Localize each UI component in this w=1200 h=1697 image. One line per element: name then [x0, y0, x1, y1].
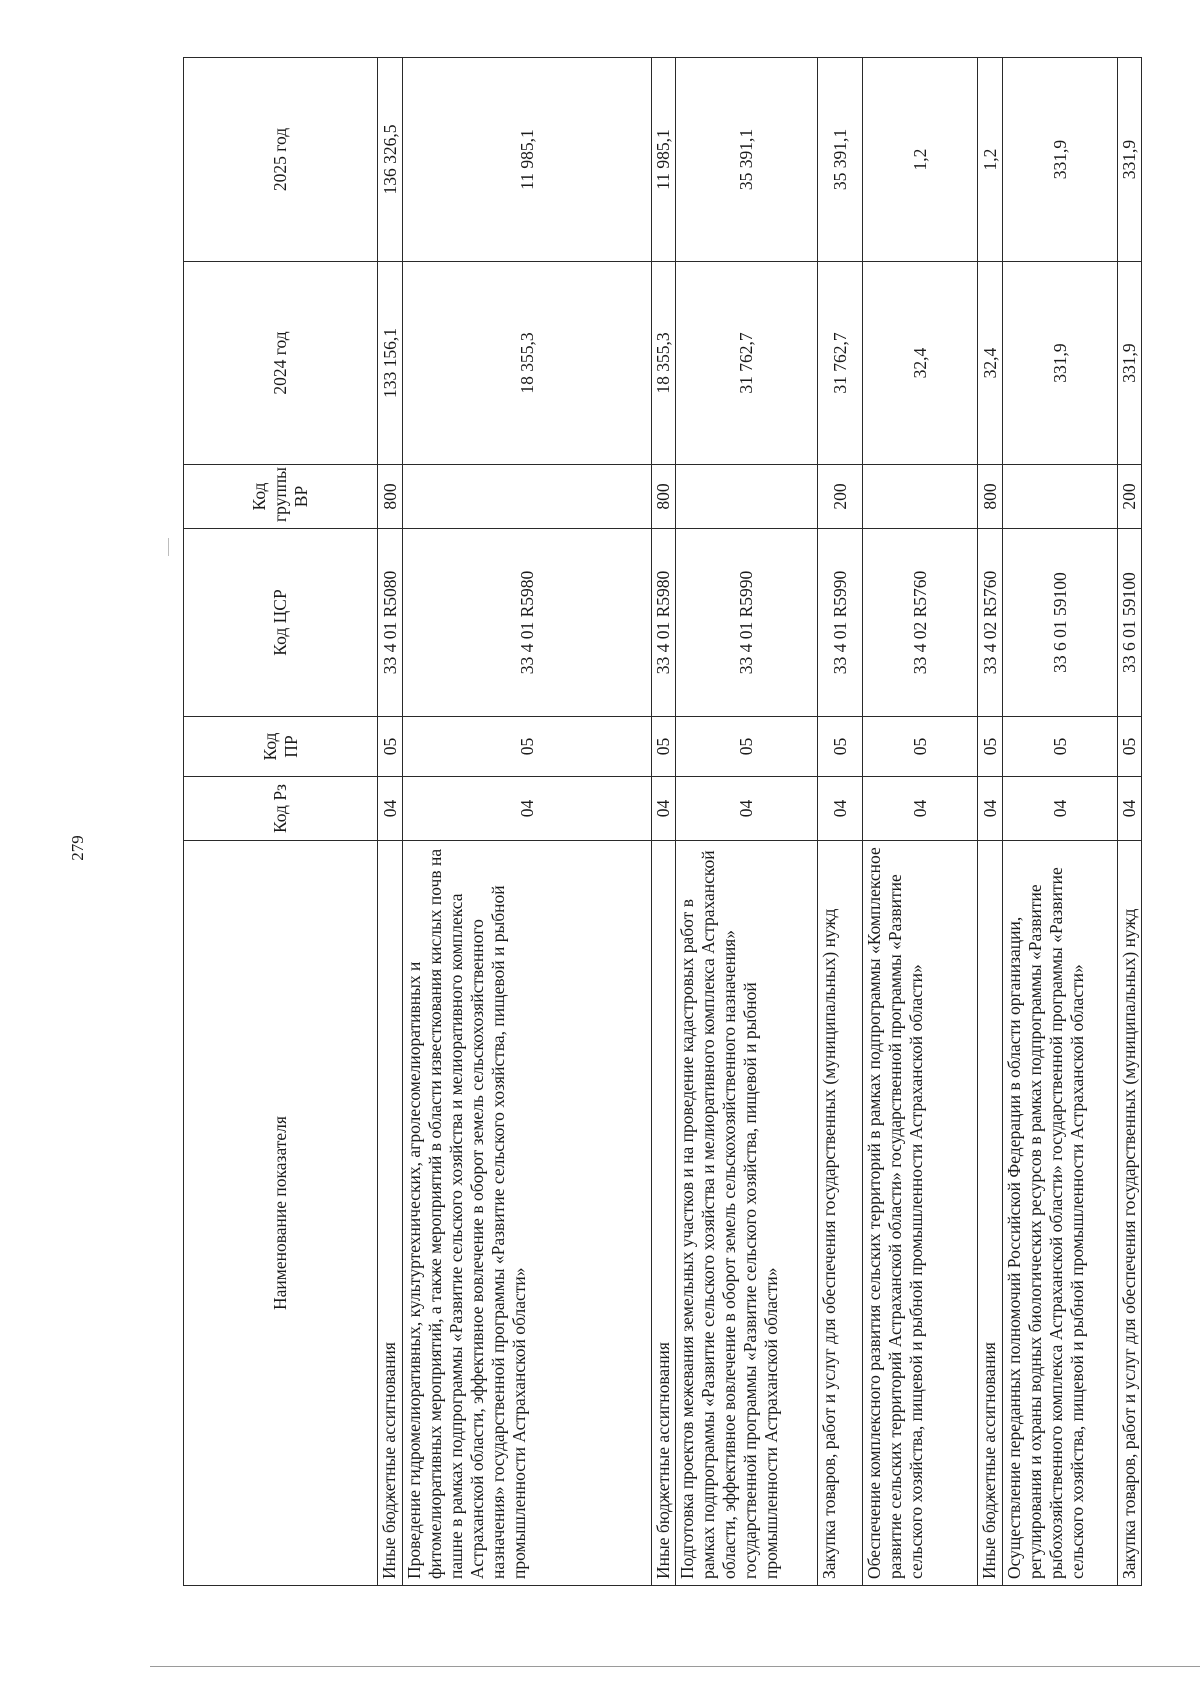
cell-name: Проведение гидромелиоративных, культуртехнических, агролесомелиоративных и фитомелиоративных мероприятий, а также мероприятий в области известкования кислых почв на пашне в рамках подпрограммы «Развитие сельского хозяйства и мелиоративного комплекса Астраханской области, эффективное вовлечение в оборот земель сельскохозяйственного назначения» государственной программы «Развитие сельского хозяйства, пищевой и рыбной промышленности Астраханской области» — [403, 841, 652, 1586]
cell-2024: 32,4 — [978, 262, 1003, 465]
cell-csr: 33 4 02 R5760 — [863, 529, 978, 717]
cell-vr — [676, 465, 818, 529]
header-pr: Код ПР — [184, 717, 378, 777]
cell-2024: 133 156,1 — [378, 262, 403, 465]
table-row — [818, 58, 863, 1586]
cell-csr: 33 4 01 R5990 — [676, 529, 818, 717]
table-row — [378, 58, 403, 1586]
table-wrapper — [183, 58, 1139, 1586]
table-row — [1118, 58, 1142, 1586]
cell-rz: 04 — [818, 777, 863, 841]
scan-artifact-line — [150, 1666, 1200, 1667]
cell-csr: 33 4 01 R5080 — [378, 529, 403, 717]
cell-name: Иные бюджетные ассигнования — [378, 841, 403, 1586]
cell-name: Обеспечение комплексного развития сельских территорий в рамках подпрограммы «Комплексное развитие сельских территорий Астраханской области» государственной программы «Развитие сельского хозяйства, пищевой и рыбной промышленности Астраханской области» — [863, 841, 978, 1586]
cell-name: Закупка товаров, работ и услуг для обеспечения государственных (муниципальных) нужд — [1118, 841, 1142, 1586]
cell-2024: 32,4 — [863, 262, 978, 465]
cell-vr: 800 — [652, 465, 676, 529]
cell-csr: 33 6 01 59100 — [1118, 529, 1142, 717]
cell-rz: 04 — [1118, 777, 1142, 841]
cell-rz: 04 — [378, 777, 403, 841]
cell-2024: 31 762,7 — [818, 262, 863, 465]
header-rz: Код Рз — [184, 777, 378, 841]
cell-csr: 33 4 02 R5760 — [978, 529, 1003, 717]
cell-vr — [863, 465, 978, 529]
cell-vr — [403, 465, 652, 529]
scan-artifact-mark — [168, 538, 169, 556]
cell-2025: 136 326,5 — [378, 58, 403, 262]
page-number: 279 — [68, 835, 87, 861]
cell-csr: 33 4 01 R5980 — [652, 529, 676, 717]
cell-name: Иные бюджетные ассигнования — [652, 841, 676, 1586]
cell-csr: 33 6 01 59100 — [1003, 529, 1118, 717]
header-csr: Код ЦСР — [184, 529, 378, 717]
cell-csr: 33 4 01 R5990 — [818, 529, 863, 717]
header-2024: 2024 год — [184, 262, 378, 465]
cell-vr: 200 — [818, 465, 863, 529]
cell-2025: 35 391,1 — [676, 58, 818, 262]
cell-name: Иные бюджетные ассигнования — [978, 841, 1003, 1586]
cell-rz: 04 — [403, 777, 652, 841]
cell-pr: 05 — [378, 717, 403, 777]
header-2025: 2025 год — [184, 58, 378, 262]
cell-pr: 05 — [818, 717, 863, 777]
cell-pr: 05 — [403, 717, 652, 777]
cell-vr: 800 — [978, 465, 1003, 529]
cell-2025: 1,2 — [863, 58, 978, 262]
cell-name: Осуществление переданных полномочий Российской Федерации в области организации, регулирования и охраны водных биологических ресурсов в рамках подпрограммы «Развитие рыбохозяйственного комплекса Астраханской области» государственной программы «Развитие сельского хозяйства, пищевой и рыбной промышленности Астраханской области» — [1003, 841, 1118, 1586]
cell-2024: 31 762,7 — [676, 262, 818, 465]
cell-2025: 35 391,1 — [818, 58, 863, 262]
cell-rz: 04 — [978, 777, 1003, 841]
cell-rz: 04 — [676, 777, 818, 841]
cell-pr: 05 — [978, 717, 1003, 777]
cell-vr: 800 — [378, 465, 403, 529]
table-row — [1003, 58, 1118, 1586]
table-row — [652, 58, 676, 1586]
cell-2025: 1,2 — [978, 58, 1003, 262]
header-name: Наименование показателя — [184, 841, 378, 1586]
cell-name: Подготовка проектов межевания земельных участков и на проведение кадастровых работ в рамках подпрограммы «Развитие сельского хозяйства и мелиоративного комплекса Астраханской области, эффективное вовлечение в оборот земель сельскохозяйственного назначения» государственной программы «Развитие сельского хозяйства, пищевой и рыбной промышленности Астраханской области» — [676, 841, 818, 1586]
cell-2024: 331,9 — [1118, 262, 1142, 465]
cell-2025: 331,9 — [1118, 58, 1142, 262]
cell-2025: 11 985,1 — [652, 58, 676, 262]
cell-pr: 05 — [1003, 717, 1118, 777]
cell-2024: 331,9 — [1003, 262, 1118, 465]
cell-pr: 05 — [652, 717, 676, 777]
cell-rz: 04 — [1003, 777, 1118, 841]
table-row — [978, 58, 1003, 1586]
cell-pr: 05 — [1118, 717, 1142, 777]
cell-vr — [1003, 465, 1118, 529]
header-vr: Код группы ВР — [184, 465, 378, 529]
cell-2024: 18 355,3 — [403, 262, 652, 465]
table-row — [676, 58, 818, 1586]
cell-2025: 331,9 — [1003, 58, 1118, 262]
budget-table — [183, 57, 1142, 1586]
cell-name: Закупка товаров, работ и услуг для обеспечения государственных (муниципальных) нужд — [818, 841, 863, 1586]
cell-pr: 05 — [676, 717, 818, 777]
table-row — [863, 58, 978, 1586]
cell-2025: 11 985,1 — [403, 58, 652, 262]
rotated-table-area — [183, 58, 1139, 1586]
cell-csr: 33 4 01 R5980 — [403, 529, 652, 717]
cell-pr: 05 — [863, 717, 978, 777]
table-row — [403, 58, 652, 1586]
cell-2024: 18 355,3 — [652, 262, 676, 465]
table-header-row — [184, 58, 378, 1586]
cell-rz: 04 — [863, 777, 978, 841]
cell-vr: 200 — [1118, 465, 1142, 529]
cell-rz: 04 — [652, 777, 676, 841]
